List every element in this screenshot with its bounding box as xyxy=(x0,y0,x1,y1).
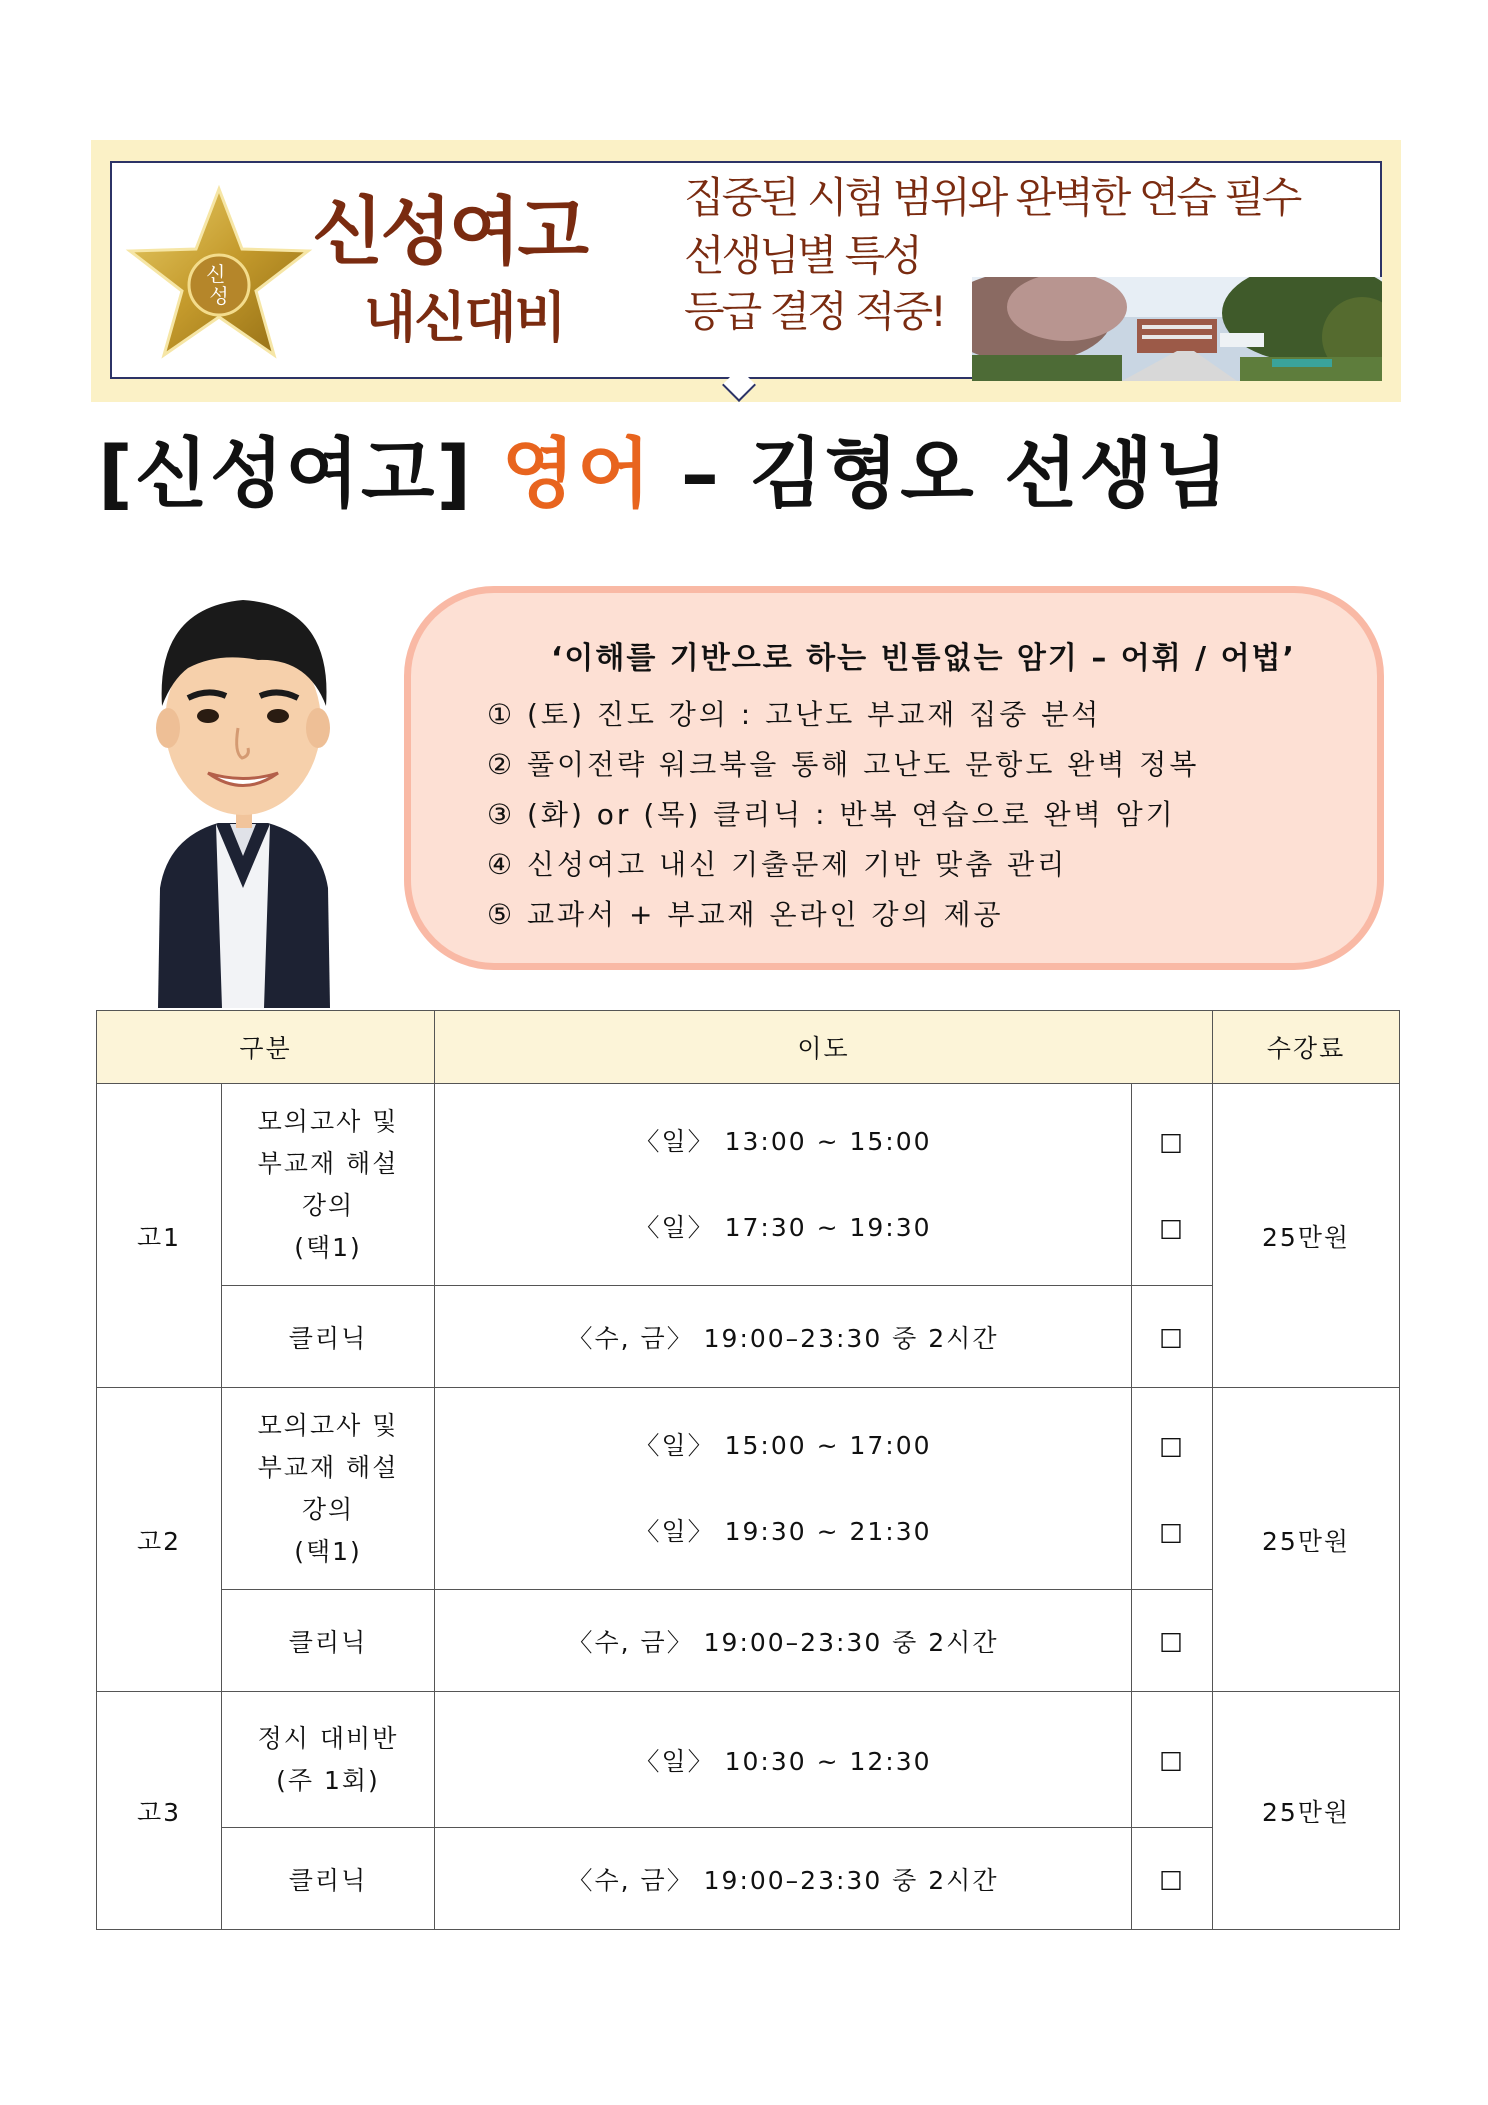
promo-banner xyxy=(91,140,1401,402)
table-row xyxy=(97,1692,1400,1828)
feature-item: ③ (화) or (목) 클리닉 : 반복 연습으로 완벽 암기 xyxy=(487,798,1176,831)
title-teacher: 김형오 선생님 xyxy=(749,429,1231,518)
feature-item: ① (토) 진도 강의 : 고난도 부교재 집중 분석 xyxy=(487,698,1102,731)
checkbox[interactable]: □ xyxy=(1132,1692,1213,1828)
time-slot-cell xyxy=(435,1388,1132,1590)
checkbox[interactable]: □ xyxy=(1132,1286,1213,1388)
clinic-label: 클리닉 xyxy=(222,1828,435,1930)
table-row xyxy=(97,1828,1400,1930)
lecture-line: 모의고사 및 xyxy=(257,1106,399,1136)
header-category: 구분 xyxy=(97,1011,435,1084)
feature-item: ⑤ 교과서 + 부교재 온라인 강의 제공 xyxy=(487,898,1004,931)
banner-slogan-2: 선생님별 특성 xyxy=(684,231,920,280)
title-subject: 영어 xyxy=(501,429,653,518)
header-schedule: 이도 xyxy=(435,1011,1213,1084)
lecture-line: 정시 대비반 xyxy=(257,1723,399,1753)
checkbox-cell xyxy=(1132,1084,1213,1286)
fee-cell: 25만원 xyxy=(1213,1692,1400,1930)
checkbox[interactable]: □ xyxy=(1132,1828,1213,1930)
table-header-row xyxy=(97,1011,1400,1084)
clinic-time: 〈수, 금〉 19:00–23:30 중 2시간 xyxy=(435,1590,1132,1692)
lecture-type-cell xyxy=(222,1692,435,1828)
lecture-line: (택1) xyxy=(294,1536,362,1566)
feature-item: ④ 신성여고 내신 기출문제 기반 맞춤 관리 xyxy=(487,848,1068,881)
checkbox[interactable]: □ xyxy=(1159,1516,1185,1546)
school-campus-photo xyxy=(972,277,1382,381)
feature-item: ② 풀이전략 워크북을 통해 고난도 문항도 완벽 정복 xyxy=(487,748,1200,781)
banner-school-name: 신성여고 xyxy=(312,189,586,275)
lecture-type-cell xyxy=(222,1388,435,1590)
lecture-line: 강의 xyxy=(301,1494,355,1524)
star-emblem-icon xyxy=(124,185,314,360)
checkbox[interactable]: □ xyxy=(1159,1430,1185,1460)
clinic-time: 〈수, 금〉 19:00–23:30 중 2시간 xyxy=(435,1286,1132,1388)
schedule-table xyxy=(96,1010,1400,1930)
banner-subtitle: 내신대비 xyxy=(364,286,565,349)
lecture-type-cell xyxy=(222,1084,435,1286)
checkbox-cell xyxy=(1132,1388,1213,1590)
banner-slogan-1: 집중된 시험 범위와 완벽한 연습 필수 xyxy=(684,173,1300,222)
table-row xyxy=(97,1388,1400,1590)
checkbox[interactable]: □ xyxy=(1132,1590,1213,1692)
time-slot: 〈일〉 15:00 ~ 17:00 xyxy=(634,1430,932,1460)
time-slot: 〈일〉 19:30 ~ 21:30 xyxy=(634,1516,932,1546)
page-title xyxy=(98,429,1231,518)
banner-frame xyxy=(110,161,1382,379)
banner-slogan-3: 등급 결정 적중! xyxy=(684,287,944,336)
checkbox[interactable]: □ xyxy=(1159,1212,1185,1242)
grade-cell: 고2 xyxy=(97,1388,222,1692)
lecture-line: 강의 xyxy=(301,1190,355,1220)
teacher-caricature xyxy=(138,588,348,1008)
header-fee: 수강료 xyxy=(1213,1011,1400,1084)
lecture-line: (주 1회) xyxy=(276,1765,380,1795)
fee-cell: 25만원 xyxy=(1213,1084,1400,1388)
table-row xyxy=(97,1286,1400,1388)
features-callout xyxy=(404,586,1384,970)
time-slot: 〈일〉 10:30 ~ 12:30 xyxy=(435,1692,1132,1828)
lecture-line: (택1) xyxy=(294,1232,362,1262)
title-school: [신성여고] xyxy=(98,429,474,518)
clinic-label: 클리닉 xyxy=(222,1590,435,1692)
fee-cell: 25만원 xyxy=(1213,1388,1400,1692)
time-slot-cell xyxy=(435,1084,1132,1286)
grade-cell: 고1 xyxy=(97,1084,222,1388)
title-dash: – xyxy=(680,429,721,518)
clinic-label: 클리닉 xyxy=(222,1286,435,1388)
lecture-line: 부교재 해설 xyxy=(257,1452,399,1482)
checkbox[interactable]: □ xyxy=(1159,1126,1185,1156)
emblem-text: 신 성 xyxy=(206,262,229,308)
grade-cell: 고3 xyxy=(97,1692,222,1930)
time-slot: 〈일〉 13:00 ~ 15:00 xyxy=(634,1126,932,1156)
lecture-line: 부교재 해설 xyxy=(257,1148,399,1178)
lecture-line: 모의고사 및 xyxy=(257,1410,399,1440)
clinic-time: 〈수, 금〉 19:00–23:30 중 2시간 xyxy=(435,1828,1132,1930)
time-slot: 〈일〉 17:30 ~ 19:30 xyxy=(634,1212,932,1242)
table-row xyxy=(97,1590,1400,1692)
table-row xyxy=(97,1084,1400,1286)
features-heading: ‘이해를 기반으로 하는 빈틈없는 암기 – 어휘 / 어법’ xyxy=(551,641,1296,676)
